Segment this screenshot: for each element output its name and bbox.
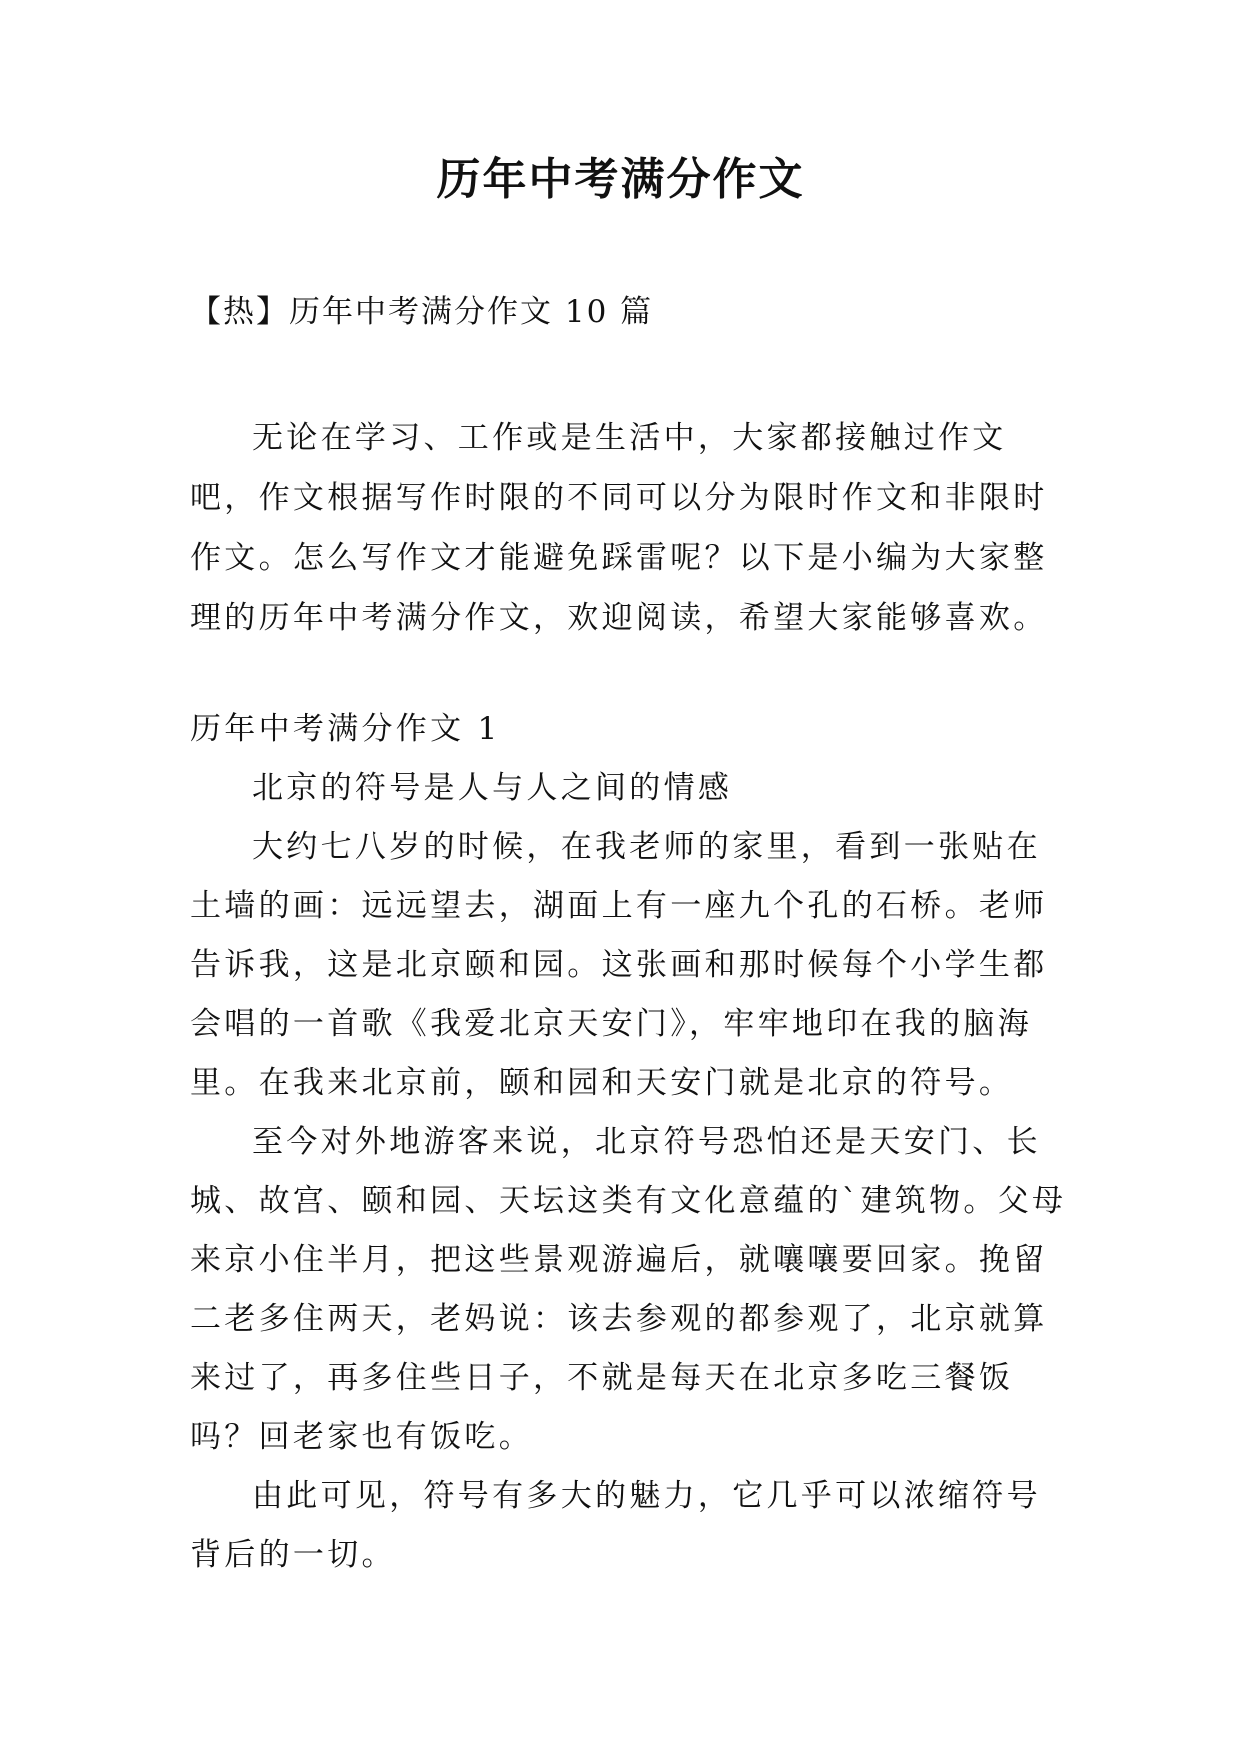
article-paragraph: 由此可见，符号有多大的魅力，它几乎可以浓缩符号背后的一切。 <box>190 1478 1041 1573</box>
article-heading: 历年中考满分作文 1 <box>190 711 501 747</box>
intro-paragraph: 无论在学习、工作或是生活中，大家都接触过作文吧，作文根据写作时限的不同可以分为限时作文和非限时作文。怎么写作文才能避免踩雷呢？以下是小编为大家整理的历年中考满分作文，欢迎阅读，希望大家能够喜欢。 <box>190 420 1048 636</box>
document-subtitle: 【热】历年中考满分作文 10 篇 <box>190 294 654 330</box>
intro-section <box>190 408 1070 648</box>
article-paragraph: 大约七八岁的时候，在我老师的家里，看到一张贴在土墙的画：远远望去，湖面上有一座九个孔的石桥。老师告诉我，这是北京颐和园。这张画和那时候每个小学生都会唱的一首歌《我爱北京天安门》，牢牢地印在我的脑海里。在我来北京前，颐和园和天安门就是北京的符号。 <box>190 829 1048 1101</box>
article-paragraph: 至今对外地游客来说，北京符号恐怕还是天安门、长城、故宫、颐和园、天坛这类有文化意蕴的`建筑物。父母来京小住半月，把这些景观游遍后，就嚷嚷要回家。挽留二老多住两天，老妈说：该去参观的都参观了，北京就算来过了，再多住些日子，不就是每天在北京多吃三餐饭吗？回老家也有饭吃。 <box>190 1124 1067 1455</box>
essay-title: 北京的符号是人与人之间的情感 <box>252 770 733 806</box>
document-title: 历年中考满分作文 <box>436 154 805 205</box>
article-section <box>190 700 1070 1585</box>
